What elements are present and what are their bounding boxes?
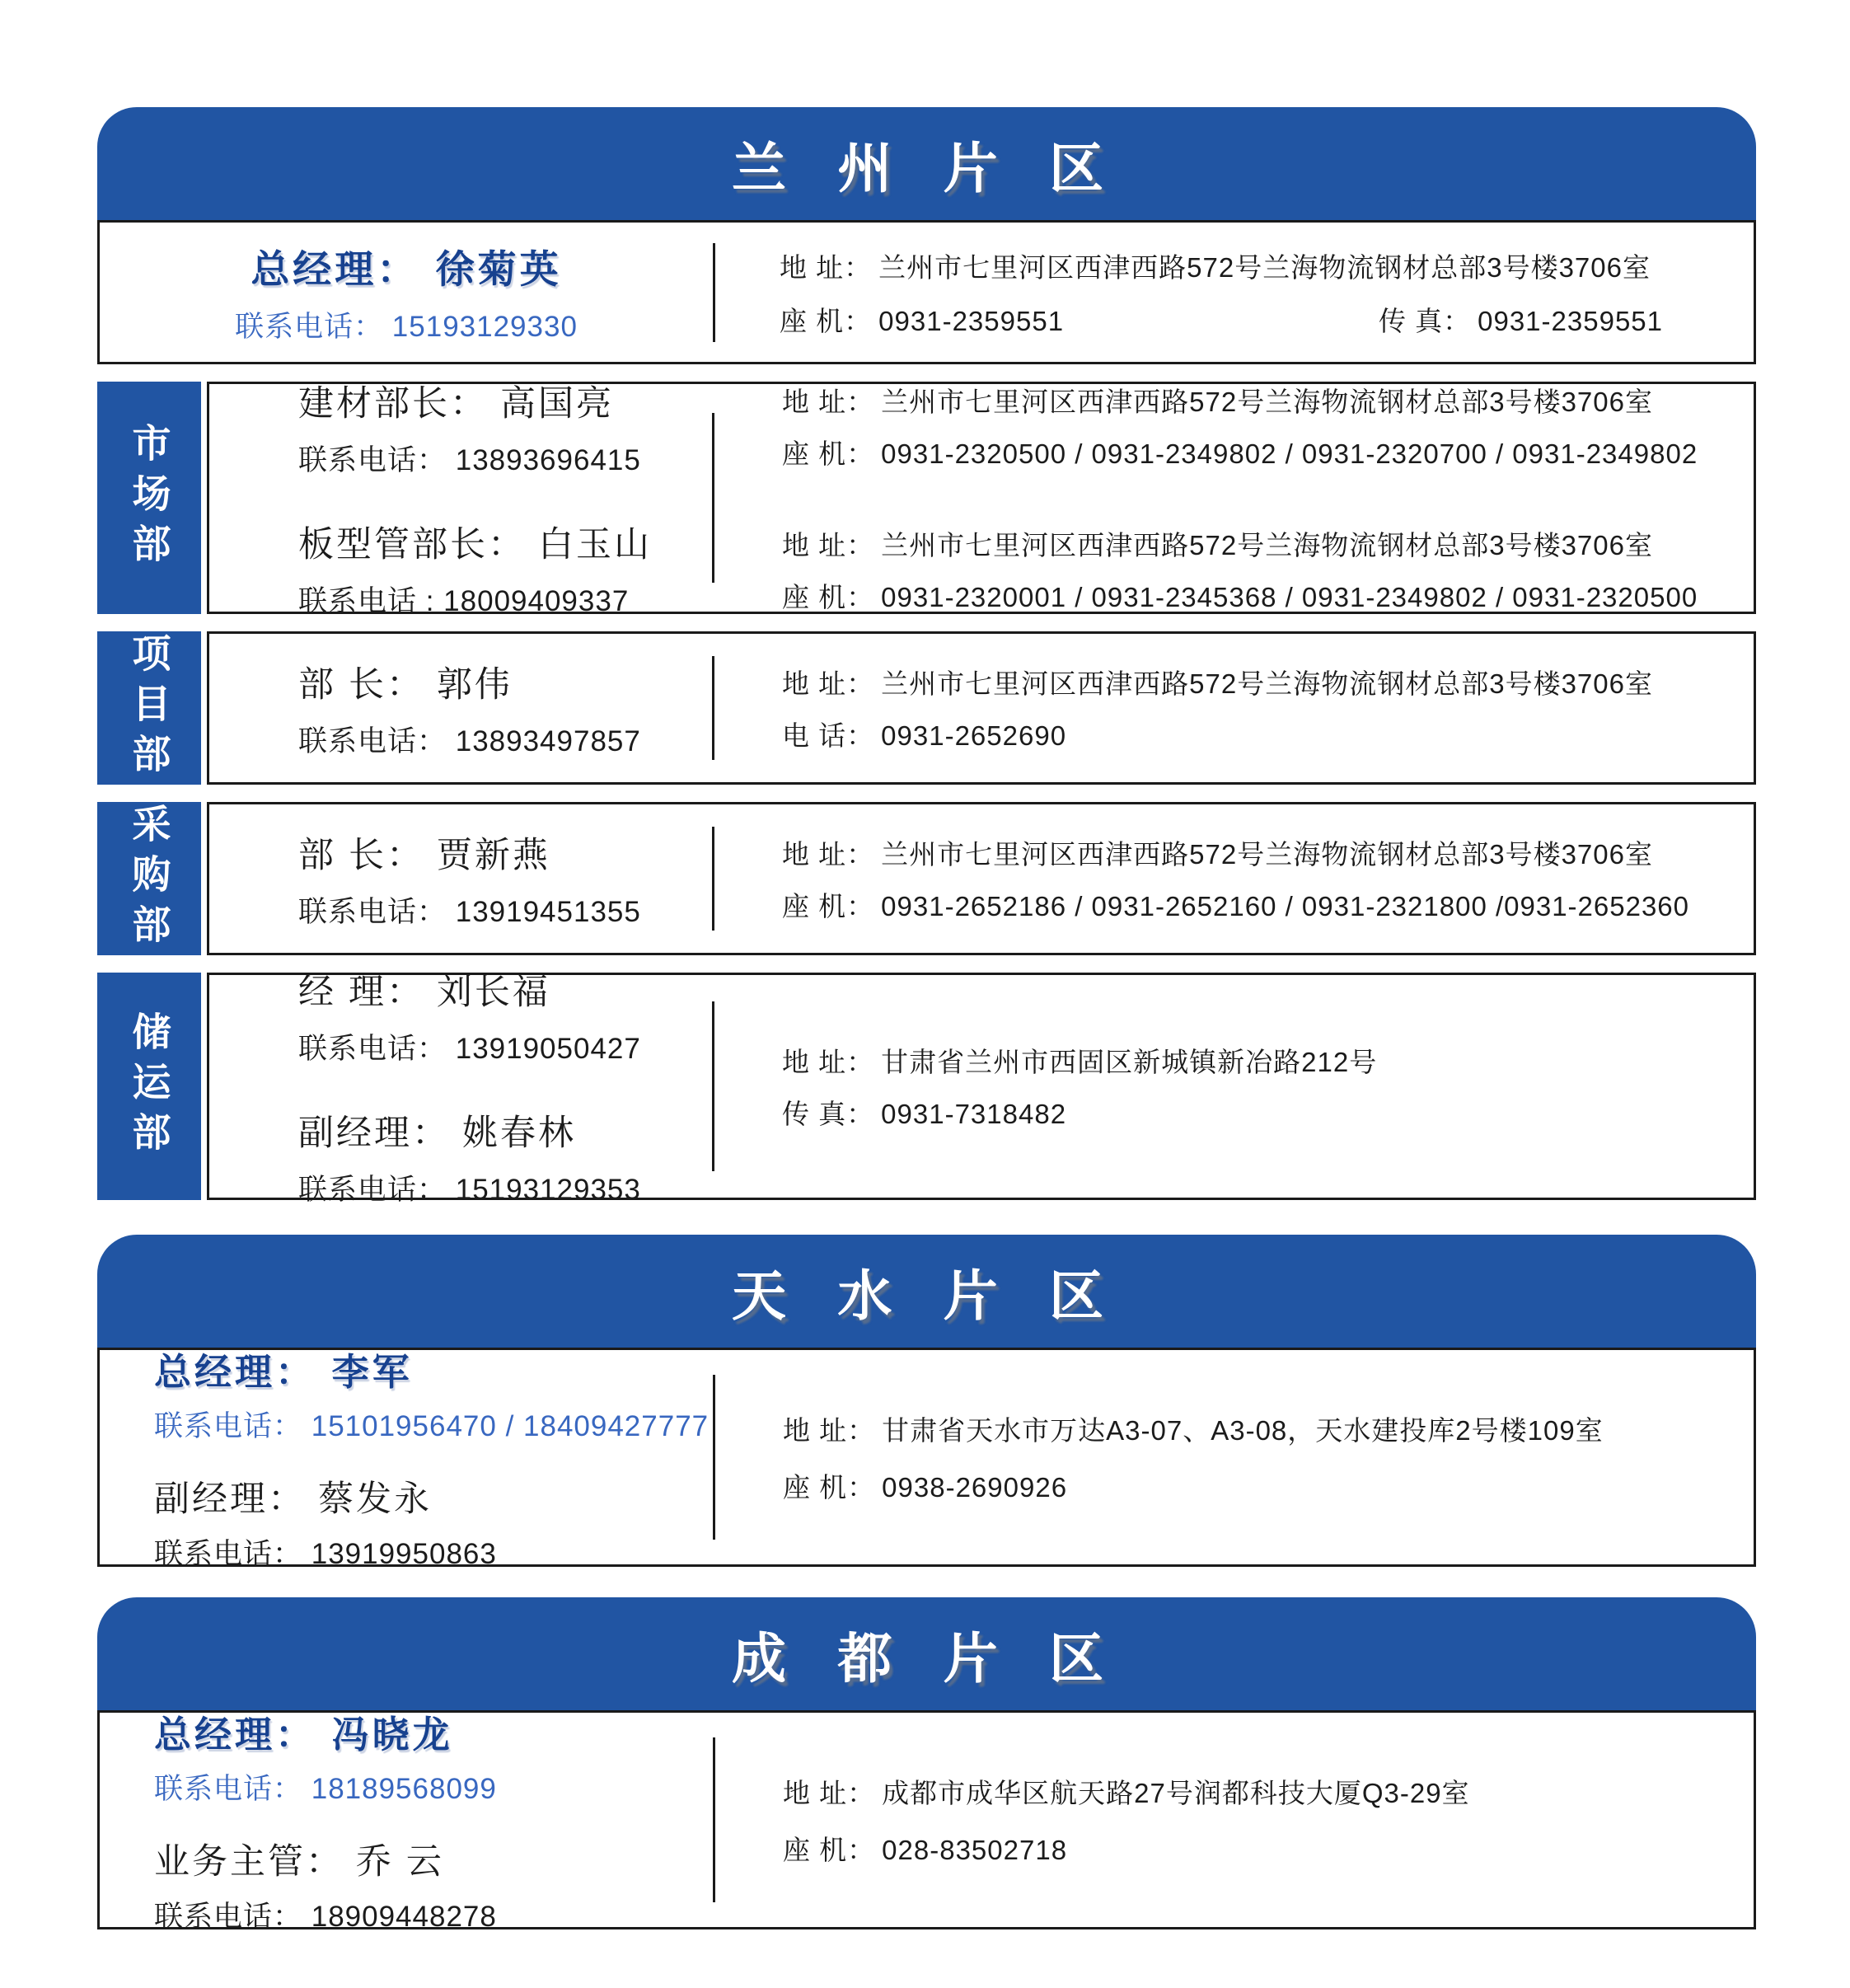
landline-value: 0931-2320500 / 0931-2349802 / 0931-2320700 / 0931-2349802 <box>881 438 1698 469</box>
contact-entry <box>298 657 712 760</box>
phone-line <box>782 715 1729 753</box>
gm-name-line: 总经理： 李军 <box>154 1350 413 1394</box>
contact-role-line: 建材部长： 高国亮 <box>298 384 614 424</box>
landline-value: 0931-2320001 / 0931-2345368 / 0931-2349802 / 0931-2320500 <box>881 582 1698 612</box>
address-label: 地 址： <box>782 387 875 417</box>
landline-value: 028-83502718 <box>882 1835 1068 1865</box>
info-group <box>782 1041 1729 1132</box>
address-line <box>783 1772 1729 1811</box>
address-value: 兰州市七里河区西津西路572号兰海物流钢材总部3号楼3706室 <box>881 387 1653 417</box>
dept-contacts <box>209 973 712 1206</box>
info-group <box>782 381 1729 471</box>
gm-phone-line: 联系电话： 15101956470 / 18409427777 <box>154 1410 710 1442</box>
contact-phone-line: 联系电话： 13919451355 <box>298 895 641 928</box>
lanzhou-gm-box <box>97 220 1756 364</box>
chengdu-box <box>97 1710 1756 1933</box>
lanzhou-gm-left <box>100 223 713 362</box>
contact-entry <box>298 828 712 931</box>
address-label: 地 址： <box>783 1778 876 1808</box>
contact-entry <box>298 1105 712 1208</box>
address-value: 甘肃省兰州市西固区新城镇新冶路212号 <box>881 1047 1378 1077</box>
dept-row-marketing <box>97 382 1756 617</box>
phone-label: 电 话： <box>782 720 875 751</box>
contact-phone-line: 联系电话： 13893497857 <box>298 724 641 757</box>
dept-box-procurement <box>207 802 1756 955</box>
info-group <box>782 663 1729 753</box>
dept-label-text: 采购部 <box>127 803 171 954</box>
address-line <box>783 1409 1729 1448</box>
address-line <box>782 833 1729 872</box>
fax-label: 传 真： <box>1378 305 1472 336</box>
fax-line <box>782 1093 1729 1132</box>
section-title-chengdu: 成 都 片 区 <box>731 1628 1122 1689</box>
dept-label-text: 市场部 <box>127 422 171 574</box>
contact-role-line: 经 理： 刘长福 <box>298 973 550 1012</box>
dept-label-text: 项目部 <box>127 632 171 784</box>
gm-phone-line: 联系电话： 15193129330 <box>235 311 578 343</box>
fax-label: 传 真： <box>782 1099 875 1129</box>
landline-label: 座 机： <box>780 305 873 336</box>
landline-label: 座 机： <box>782 891 875 921</box>
address-label: 地 址： <box>782 839 875 870</box>
contact-role-line: 副经理： 姚春林 <box>298 1114 576 1153</box>
dept-label-project <box>97 631 201 785</box>
gm-name-line: 总经理： 徐菊英 <box>251 247 562 293</box>
banner-lanzhou <box>97 107 1756 220</box>
gm-name-line: 总经理： 冯晓龙 <box>154 1713 453 1756</box>
phone-value: 0931-2652690 <box>881 720 1067 751</box>
landline-line <box>782 885 1729 924</box>
dept-box-project <box>207 631 1756 785</box>
address-line <box>782 1041 1729 1080</box>
banner-tianshui <box>97 1235 1756 1348</box>
contact-phone-line: 联系电话： 15193129353 <box>298 1174 641 1206</box>
landline-value: 0938-2690926 <box>882 1472 1068 1503</box>
tianshui-left <box>100 1350 713 1570</box>
contact-phone-line: 联系电话 : 18009409337 <box>298 585 630 617</box>
tianshui-right <box>715 1350 1754 1564</box>
info-group <box>782 833 1729 924</box>
dept-info <box>714 384 1754 612</box>
dept-row-storage <box>97 973 1756 1206</box>
deputy-name-line: 副经理： 蔡发永 <box>154 1479 432 1519</box>
dept-row-procurement <box>97 802 1756 955</box>
contact-role-line: 部 长： 郭伟 <box>298 664 513 705</box>
address-value: 甘肃省天水市万达A3-07、A3-08，天水建投库2号楼109室 <box>882 1415 1604 1446</box>
address-line <box>782 381 1729 420</box>
section-title-tianshui: 天 水 片 区 <box>731 1265 1122 1326</box>
dept-label-storage <box>97 973 201 1200</box>
address-label: 地 址： <box>783 1415 876 1446</box>
dept-info <box>714 634 1754 782</box>
landline-label: 座 机： <box>782 582 875 612</box>
contact-phone-line: 联系电话： 13919050427 <box>298 1033 641 1065</box>
address-label: 地 址： <box>782 530 875 560</box>
contact-role-line: 板型管部长： 白玉山 <box>298 525 652 565</box>
address-value: 兰州市七里河区西津西路572号兰海物流钢材总部3号楼3706室 <box>878 251 1651 283</box>
info-group <box>782 524 1729 615</box>
landline-pair <box>780 300 1064 339</box>
landline-line <box>783 1829 1729 1868</box>
dept-label-procurement <box>97 802 201 955</box>
phone-fax-line <box>780 300 1663 339</box>
fax-value: 0931-2359551 <box>1478 305 1663 336</box>
dept-row-project <box>97 631 1756 785</box>
address-value: 兰州市七里河区西津西路572号兰海物流钢材总部3号楼3706室 <box>881 530 1653 560</box>
landline-label: 座 机： <box>783 1472 876 1503</box>
lanzhou-gm-right <box>715 223 1754 362</box>
deputy-phone-line: 联系电话： 13919950863 <box>154 1538 497 1570</box>
landline-label: 座 机： <box>783 1835 876 1865</box>
address-value: 兰州市七里河区西津西路572号兰海物流钢材总部3号楼3706室 <box>881 839 1653 870</box>
contact-entry <box>298 964 712 1067</box>
address-label: 地 址： <box>780 251 873 283</box>
dept-box-storage <box>207 973 1756 1206</box>
fax-pair <box>1379 300 1663 339</box>
tianshui-box <box>97 1348 1756 1570</box>
chengdu-left <box>100 1713 713 1933</box>
landline-value: 0931-2652186 / 0931-2652160 / 0931-2321800 /0931-2652360 <box>881 891 1690 921</box>
address-value: 成都市成华区航天路27号润都科技大厦Q3-29室 <box>882 1778 1470 1808</box>
dept-info <box>714 804 1754 953</box>
banner-chengdu <box>97 1597 1756 1710</box>
dept-box-marketing <box>207 382 1756 617</box>
address-line <box>782 524 1729 563</box>
landline-line <box>783 1466 1729 1505</box>
gm-phone-line: 联系电话： 18189568099 <box>154 1773 497 1805</box>
dept-label-text: 储运部 <box>127 1010 171 1162</box>
dept-contacts <box>209 634 712 782</box>
supervisor-phone-line: 联系电话： 18909448278 <box>154 1901 497 1933</box>
landline-line <box>782 576 1729 615</box>
address-line <box>782 663 1729 701</box>
contact-phone-line: 联系电话： 13893696415 <box>298 444 641 476</box>
section-title-lanzhou: 兰 州 片 区 <box>731 138 1122 199</box>
dept-contacts <box>209 384 712 617</box>
address-value: 兰州市七里河区西津西路572号兰海物流钢材总部3号楼3706室 <box>881 668 1653 699</box>
landline-label: 座 机： <box>782 438 875 469</box>
fax-value: 0931-7318482 <box>881 1099 1067 1129</box>
dept-contacts <box>209 804 712 953</box>
chengdu-right <box>715 1713 1754 1927</box>
landline-line <box>782 433 1729 471</box>
address-label: 地 址： <box>782 1047 875 1077</box>
address-line <box>780 246 1663 285</box>
address-label: 地 址： <box>782 668 875 699</box>
contact-entry <box>298 517 712 620</box>
dept-label-marketing <box>97 382 201 614</box>
supervisor-name-line: 业务主管： 乔 云 <box>154 1842 444 1882</box>
landline-value: 0931-2359551 <box>878 305 1065 336</box>
contact-role-line: 部 长： 贾新燕 <box>298 835 550 875</box>
contact-entry <box>298 376 712 479</box>
dept-info <box>714 975 1754 1198</box>
